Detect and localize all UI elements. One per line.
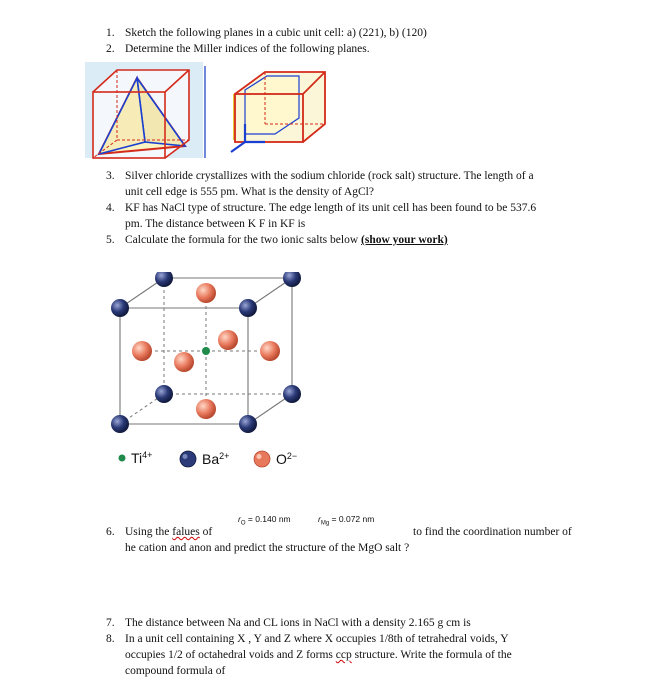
question-number: 7.	[106, 617, 115, 629]
question-text: The distance between Na and CL ions in NaCl with a density 2.165 g cm is	[125, 617, 471, 629]
question-text: Sketch the following planes in a cubic unit cell: a) (221), b) (120)	[125, 27, 427, 39]
oxygen-ion	[218, 330, 238, 350]
legend-o	[251, 450, 297, 468]
question-3	[106, 168, 626, 200]
question-text-line-1: In a unit cell containing X , Y and Z where X occupies 1/8th of tetrahedral voids, Y	[125, 633, 509, 645]
o-marker-icon	[251, 450, 273, 468]
question-text-line-2: he cation and anon and predict the structure of the MgO salt ?	[125, 542, 410, 554]
barium-ion	[283, 272, 301, 287]
barium-ion	[111, 415, 129, 433]
titanium-ion	[202, 347, 210, 355]
oxygen-ion	[132, 341, 152, 361]
question-text-start: Using the	[125, 526, 170, 538]
misspelled-word: falues	[172, 526, 200, 538]
question-number: 1.	[106, 27, 115, 39]
question-text-of: of	[199, 526, 213, 538]
legend-o-charge: 2−	[286, 451, 298, 461]
miller-planes-figure	[85, 62, 375, 160]
question-text-line-2: pm. The distance between K F in KF is	[125, 218, 306, 230]
question-2	[106, 41, 626, 57]
question-7	[106, 615, 626, 631]
perovskite-unit-cell	[108, 272, 308, 440]
question-5	[106, 232, 626, 248]
legend-ba-label: Ba	[202, 451, 220, 467]
question-text-line-1: KF has NaCl type of structure. The edge length of its unit cell has been found to be 537.6	[125, 202, 537, 214]
question-text: Determine the Miller indices of the following planes.	[125, 43, 370, 55]
radius-magnesium: $r_{Mg} = 0.072$ nm	[318, 514, 375, 527]
question-number: 2.	[106, 43, 115, 55]
question-1	[106, 25, 626, 41]
barium-ion	[239, 299, 257, 317]
barium-ion	[155, 272, 173, 287]
question-number: 6.	[106, 526, 115, 538]
legend-ti-charge: 4+	[142, 450, 153, 460]
legend-ba	[177, 450, 229, 468]
question-text-line-1: Silver chloride crystallizes with the sodium chloride (rock salt) structure. The length of a	[125, 170, 534, 182]
misspelled-word: ccp	[335, 649, 352, 661]
oxygen-ion	[196, 399, 216, 419]
oxygen-ion	[174, 352, 194, 372]
question-4	[106, 200, 626, 232]
barium-ion	[283, 385, 301, 403]
question-text-line-2-start: occupies 1/2 of octahedral voids and Z forms	[125, 649, 336, 661]
question-text-line-3: compound formula of	[125, 665, 226, 677]
question-text: Calculate the formula for the two ionic salts below	[125, 234, 359, 246]
question-6	[106, 524, 626, 556]
question-number: 3.	[106, 170, 115, 182]
question-text-line-2: unit cell edge is 555 pm. What is the density of AgCl?	[125, 186, 374, 198]
question-number: 8.	[106, 633, 115, 645]
ba-marker-icon	[177, 450, 199, 468]
cube-b	[231, 72, 325, 152]
ion-legend	[117, 447, 337, 473]
question-text-line-2-end: structure. Write the formula of the	[351, 649, 512, 661]
cube-a	[93, 70, 189, 158]
legend-ti-label: Ti	[131, 450, 143, 466]
oxygen-ion	[196, 283, 216, 303]
legend-ti	[117, 450, 152, 466]
question-8	[106, 631, 626, 679]
legend-ba-charge: 2+	[219, 451, 230, 461]
question-emphasis: (show your work)	[361, 234, 448, 246]
question-number: 5.	[106, 234, 115, 246]
barium-ion	[111, 299, 129, 317]
ti-marker-icon	[117, 453, 127, 463]
legend-o-label: O	[276, 451, 287, 467]
question-text-tail: to find the coordination number of	[413, 526, 572, 538]
barium-ion	[155, 385, 173, 403]
question-number: 4.	[106, 202, 115, 214]
barium-ion	[239, 415, 257, 433]
radius-oxygen: $r_O = 0.140$ nm	[238, 514, 291, 527]
oxygen-ion	[260, 341, 280, 361]
